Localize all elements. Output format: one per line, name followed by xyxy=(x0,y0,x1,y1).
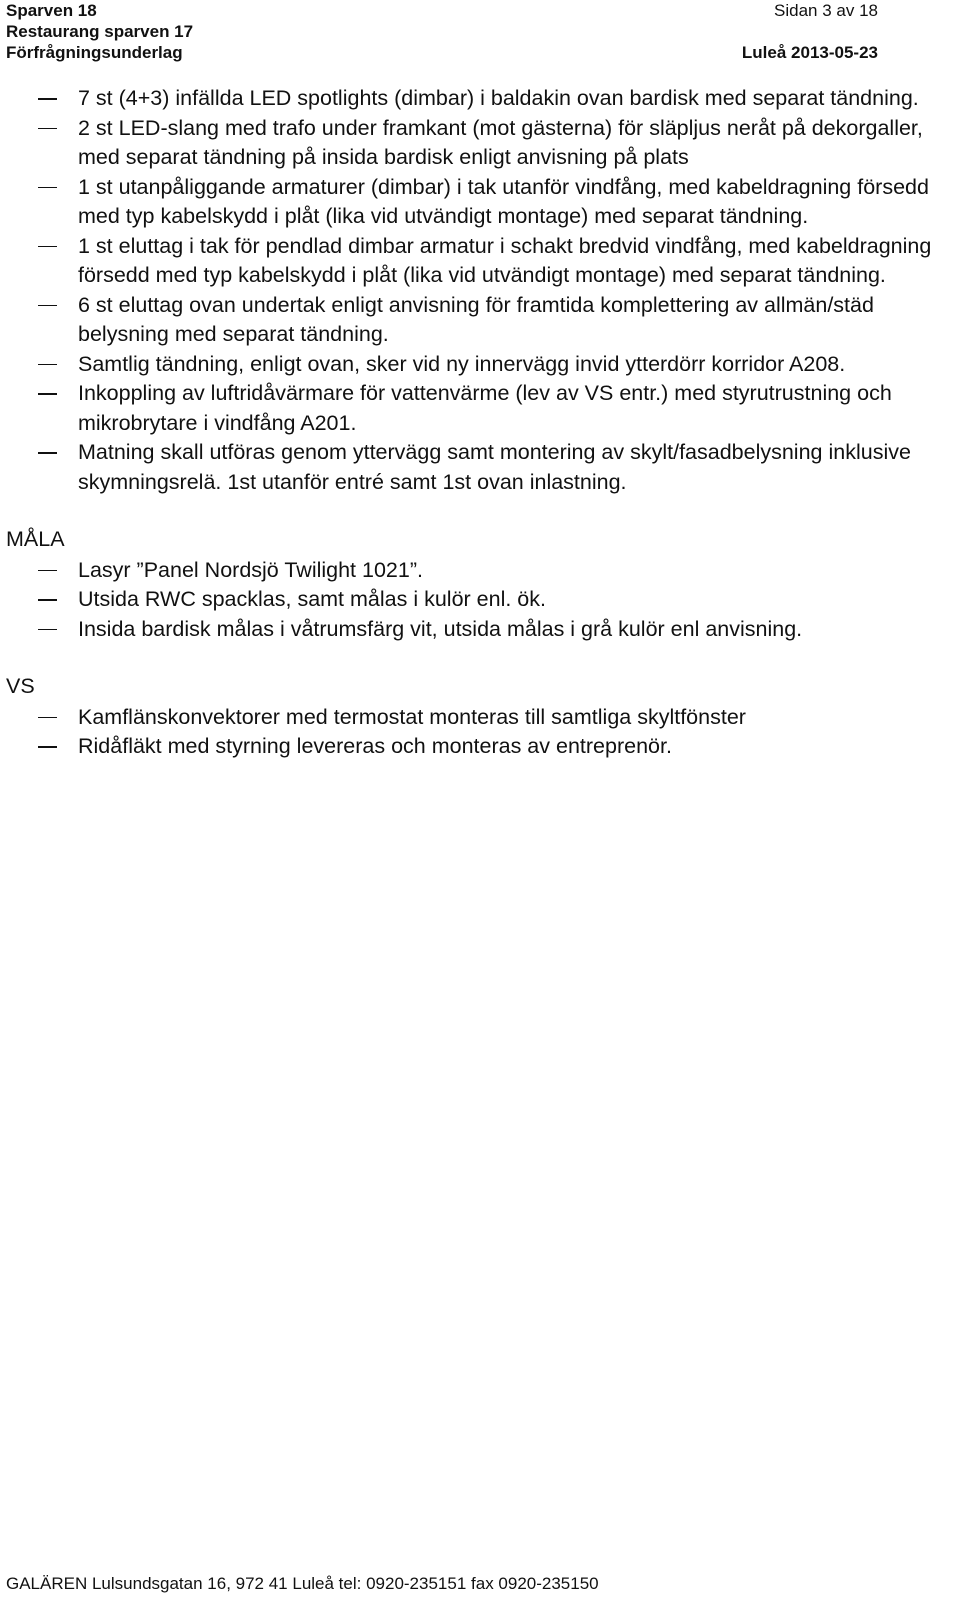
mala-list xyxy=(6,556,942,645)
list-item xyxy=(6,232,942,291)
page-header xyxy=(6,0,878,63)
list-item xyxy=(6,556,942,586)
section-title-mala: MÅLA xyxy=(6,527,65,551)
place-date: Luleå 2013-05-23 xyxy=(741,43,878,62)
list-item-text: Insida bardisk målas i våtrumsfärg vit, utsida målas i grå kulör enl anvisning. xyxy=(78,616,803,641)
intro-list xyxy=(6,84,942,497)
dash-bullet xyxy=(38,746,57,748)
doc-title: Sparven 18 xyxy=(6,1,97,20)
header-row-2 xyxy=(6,21,878,42)
section-title-vs: VS xyxy=(6,674,35,698)
list-item xyxy=(6,585,942,615)
list-item xyxy=(6,732,942,762)
document-body xyxy=(6,84,942,762)
list-item-text: 7 st (4+3) infällda LED spotlights (dimbar) i baldakin ovan bardisk med separat tändning. xyxy=(78,86,919,110)
dash-bullet xyxy=(38,364,57,366)
list-item xyxy=(6,291,942,350)
document-type: Förfrågningsunderlag xyxy=(6,43,183,62)
list-item-text: 6 st eluttag ovan undertak enligt anvisning för framtida komplettering av allmän/städ belysning med separat tändning. xyxy=(78,292,874,346)
list-item xyxy=(6,615,942,645)
dash-bullet xyxy=(38,128,57,130)
dash-bullet xyxy=(38,187,57,189)
list-item-text: Samtlig tändning, enligt ovan, sker vid ny innervägg invid ytterdörr korridor A208. xyxy=(78,351,846,376)
list-item-text: Kamflänskonvektorer med termostat monteras till samtliga skyltfönster xyxy=(78,704,746,729)
page-footer: GALÄREN Lulsundsgatan 16, 972 41 Luleå tel: 0920-235151 fax 0920-235150 xyxy=(6,1574,599,1593)
list-item xyxy=(6,379,942,438)
dash-bullet xyxy=(38,717,57,719)
dash-bullet xyxy=(38,98,57,100)
dash-bullet xyxy=(38,570,57,572)
list-item-text: Matning skall utföras genom yttervägg samt montering av skylt/fasadbelysning inklusive skymningsrelä. 1st utanför entré samt 1st ovan inlastning. xyxy=(78,440,911,494)
list-item xyxy=(6,703,942,733)
list-item xyxy=(6,173,942,232)
page-number: Sidan 3 av 18 xyxy=(774,1,878,20)
list-item-text: Ridåfläkt med styrning levereras och monteras av entreprenör. xyxy=(78,734,672,758)
list-item xyxy=(6,438,942,497)
list-item-text: 2 st LED-slang med trafo under framkant (mot gästerna) för släpljus neråt på dekorgaller, med separat tändning på insida bardisk enligt anvisning på plats xyxy=(78,115,923,169)
dash-bullet xyxy=(38,393,57,395)
dash-bullet xyxy=(38,452,57,454)
header-row-1 xyxy=(6,0,878,21)
list-item-text: Inkoppling av luftridåvärmare för vattenvärme (lev av VS entr.) med styrutrustning och mikrobrytare i vindfång A201. xyxy=(78,381,892,435)
list-item xyxy=(6,114,942,173)
list-item-text: 1 st utanpåliggande armaturer (dimbar) i tak utanför vindfång, med kabeldragning försedd med typ kabelskydd i plåt (lika vid utvändigt montage) med separat tändning. xyxy=(78,174,929,228)
vs-list xyxy=(6,703,942,762)
project-name: Restaurang sparven 17 xyxy=(6,22,194,41)
list-item xyxy=(6,84,942,114)
dash-bullet xyxy=(38,305,57,307)
header-row-3 xyxy=(6,42,878,63)
dash-bullet xyxy=(38,629,57,631)
list-item-text: Lasyr ”Panel Nordsjö Twilight 1021”. xyxy=(78,557,423,582)
list-item-text: 1 st eluttag i tak för pendlad dimbar armatur i schakt bredvid vindfång, med kabeldragning försedd med typ kabelskydd i plåt (lika vid utvändigt montage) med separat tändning. xyxy=(78,233,932,287)
list-item-text: Utsida RWC spacklas, samt målas i kulör enl. ök. xyxy=(78,587,546,611)
dash-bullet xyxy=(38,246,57,248)
list-item xyxy=(6,350,942,380)
dash-bullet xyxy=(38,599,57,601)
